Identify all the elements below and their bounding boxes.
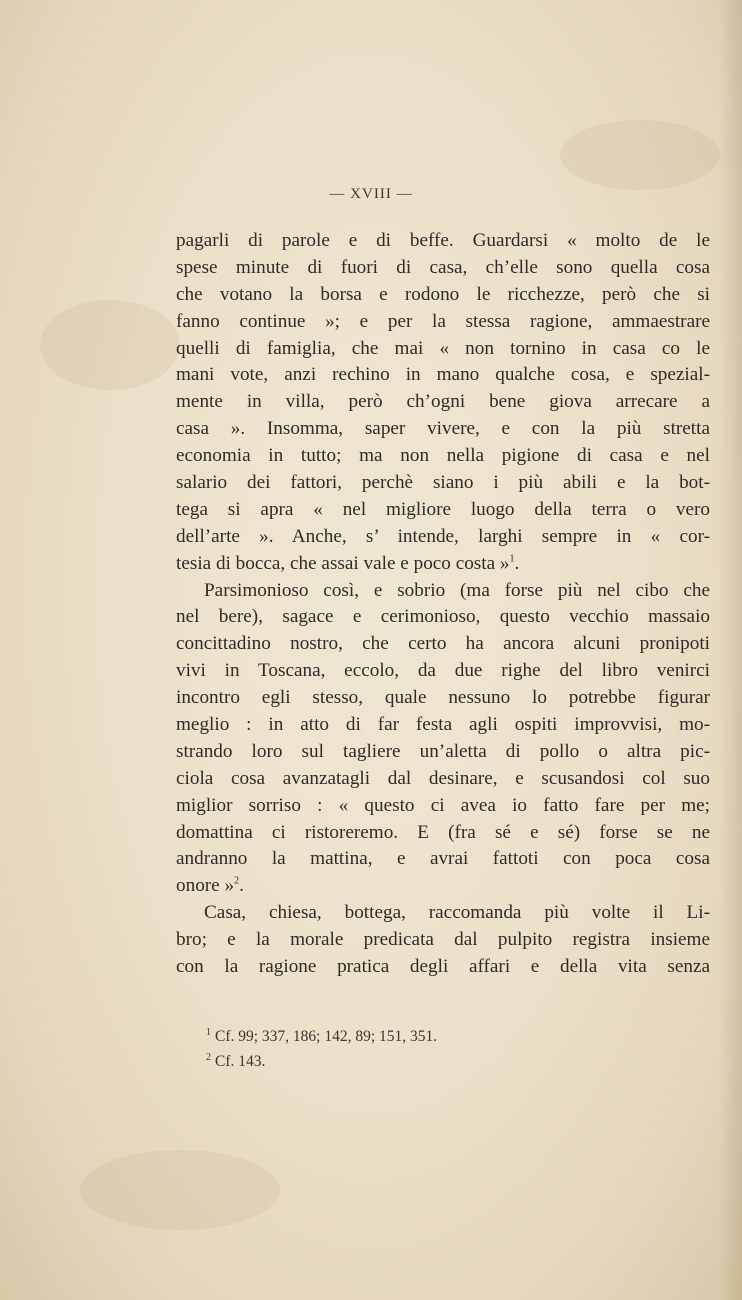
text-line: nel bere), sagace e cerimonioso, questo vecchio massaio — [176, 606, 710, 628]
footnote-text: Cf. 99; 337, 186; 142, 89; 151, 351. — [215, 1028, 438, 1046]
text-line: casa ». Insomma, saper vivere, e con la più stretta — [176, 418, 710, 440]
text-line: mani vote, anzi rechino in mano qualche cosa, e spezial- — [176, 364, 710, 386]
text-line: fanno continue »; e per la stessa ragione, ammaestrare — [176, 310, 710, 332]
text-line: quelli di famiglia, che mai « non tornino in casa co le — [176, 337, 710, 359]
body-text — [176, 228, 710, 981]
footnote-marker: 2 — [206, 1052, 211, 1064]
text-line: mente in villa, però ch’ogni bene giova arrecare a — [176, 391, 710, 413]
text-line: spese minute di fuori di casa, ch’elle sono quella cosa — [176, 256, 710, 278]
text-line: vivi in Toscana, eccolo, da due righe del libro venirci — [176, 660, 710, 682]
text-line: salario dei fattori, perchè siano i più abili e la bot- — [176, 472, 710, 494]
text-line: tesia di bocca, che assai vale e poco costa »$^1$. — [176, 552, 520, 574]
text-line: ciola cosa avanzatagli dal desinare, e scusandosi col suo — [176, 767, 710, 789]
text-line: miglior sorriso : « questo ci avea io fatto fare per me; — [176, 794, 710, 816]
text-line: tega si apra « nel migliore luogo della terra o vero — [176, 498, 710, 520]
text-line: domattina ci ristoreremo. E (fra sé e sé) forse se ne — [176, 821, 710, 843]
footnote-ref: 1 — [509, 553, 515, 565]
text-line: andranno la mattina, e avrai fattoti con poca cosa — [176, 848, 710, 870]
paper-stain — [40, 300, 180, 390]
text-line: Casa, chiesa, bottega, raccomanda più volte il Li- — [204, 902, 710, 924]
text-line: strando loro sul tagliere un’aletta di pollo o altra pic- — [176, 740, 710, 762]
text-line: concittadino nostro, che certo ha ancora alcuni pronipoti — [176, 633, 710, 655]
text-line: economia in tutto; ma non nella pigione di casa e nel — [176, 445, 710, 467]
footnote — [206, 1022, 706, 1047]
text-line-content: tesia di bocca, che assai vale e poco costa » — [176, 552, 510, 574]
text-line: incontro egli stesso, quale nessuno lo potrebbe figurar — [176, 687, 710, 709]
text-line: dell’arte ». Anche, s’ intende, larghi sempre in « cor- — [176, 525, 710, 547]
footnote-text: Cf. 143. — [215, 1053, 266, 1071]
text-line: che votano la borsa e rodono le ricchezze, però che si — [176, 283, 710, 305]
footnotes — [206, 1022, 706, 1072]
page-header: — XVIII — — [329, 186, 413, 202]
footnote-marker: 1 — [206, 1027, 211, 1038]
text-line: pagarli di parole e di beffe. Guardarsi « molto de le — [176, 230, 710, 251]
paper-stain — [80, 1150, 280, 1230]
footnote-ref: 2 — [234, 875, 240, 887]
footnote — [206, 1047, 706, 1072]
text-line: meglio : in atto di far festa agli ospiti improvvisi, mo- — [176, 714, 710, 736]
text-line-content: onore » — [176, 875, 235, 897]
text-line: bro; e la morale predicata dal pulpito registra insieme — [176, 929, 710, 951]
text-line: Parsimonioso così, e sobrio (ma forse più nel cibo che — [204, 579, 710, 601]
text-line: onore »$^2$. — [176, 875, 244, 897]
paper-stain — [560, 120, 720, 190]
text-line: con la ragione pratica degli affari e della vita senza — [176, 956, 710, 978]
